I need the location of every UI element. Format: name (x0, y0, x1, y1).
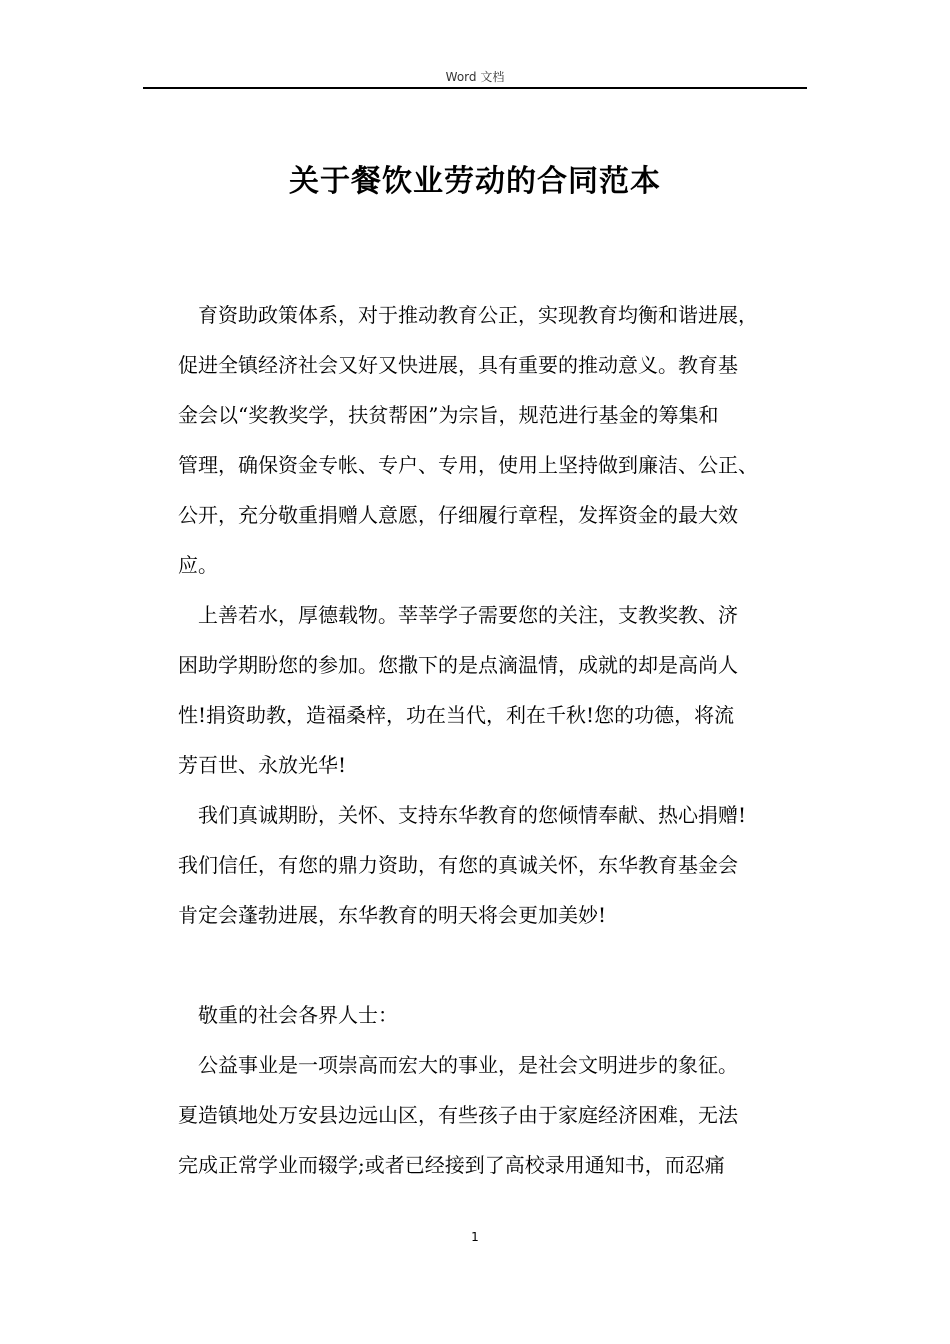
paragraph-1 (178, 290, 808, 590)
paragraph-line: 公开，充分敬重捐赠人意愿，仔细履行章程，发挥资金的最大效 (178, 503, 738, 527)
paragraph-line: 管理，确保资金专帐、专户、专用，使用上坚持做到廉洁、公正、 (178, 453, 758, 477)
paragraph-line: 完成正常学业而辍学;或者已经接到了高校录用通知书，而忍痛 (178, 1153, 725, 1177)
paragraph-3 (178, 790, 808, 940)
page-number: 1 (471, 1230, 479, 1244)
paragraph-line: 我们真诚期盼，关怀、支持东华教育的您倾情奉献、热心捐赠! (198, 803, 747, 827)
document-title: 关于餐饮业劳动的合同范本 (289, 164, 661, 199)
paragraph-5 (178, 1040, 808, 1190)
paragraph-line: 上善若水，厚德载物。莘莘学子需要您的关注，支教奖教、济 (198, 603, 738, 627)
header-divider (143, 87, 807, 89)
paragraph-line: 金会以“奖教奖学，扶贫帮困”为宗旨，规范进行基金的筹集和 (178, 403, 719, 427)
paragraph-line: 敬重的社会各界人士： (198, 1003, 398, 1027)
paragraph-line: 夏造镇地处万安县边远山区，有些孩子由于家庭经济困难，无法 (178, 1103, 738, 1127)
paragraph-line: 育资助政策体系，对于推动教育公正，实现教育均衡和谐进展， (198, 303, 758, 327)
paragraph-line: 性!捐资助教，造福桑梓，功在当代，利在千秋!您的功德，将流 (178, 703, 735, 727)
paragraph-line: 促进全镇经济社会又好又快进展，具有重要的推动意义。教育基 (178, 353, 738, 377)
paragraph-line: 应。 (178, 553, 218, 577)
paragraph-line: 我们信任，有您的鼎力资助，有您的真诚关怀，东华教育基金会 (178, 853, 738, 877)
document-body (178, 290, 808, 1190)
paragraph-line: 公益事业是一项崇高而宏大的事业，是社会文明进步的象征。 (198, 1053, 738, 1077)
paragraph-2 (178, 590, 808, 790)
paragraph-line: 芳百世、永放光华! (178, 753, 347, 777)
salutation (178, 990, 808, 1040)
paragraph-line: 肯定会蓬勃进展，东华教育的明天将会更加美妙! (178, 903, 607, 927)
paragraph-line: 困助学期盼您的参加。您撒下的是点滴温情，成就的却是高尚人 (178, 653, 738, 677)
paragraph-spacer (178, 940, 808, 990)
page-header-label: Word 文档 (445, 70, 505, 84)
